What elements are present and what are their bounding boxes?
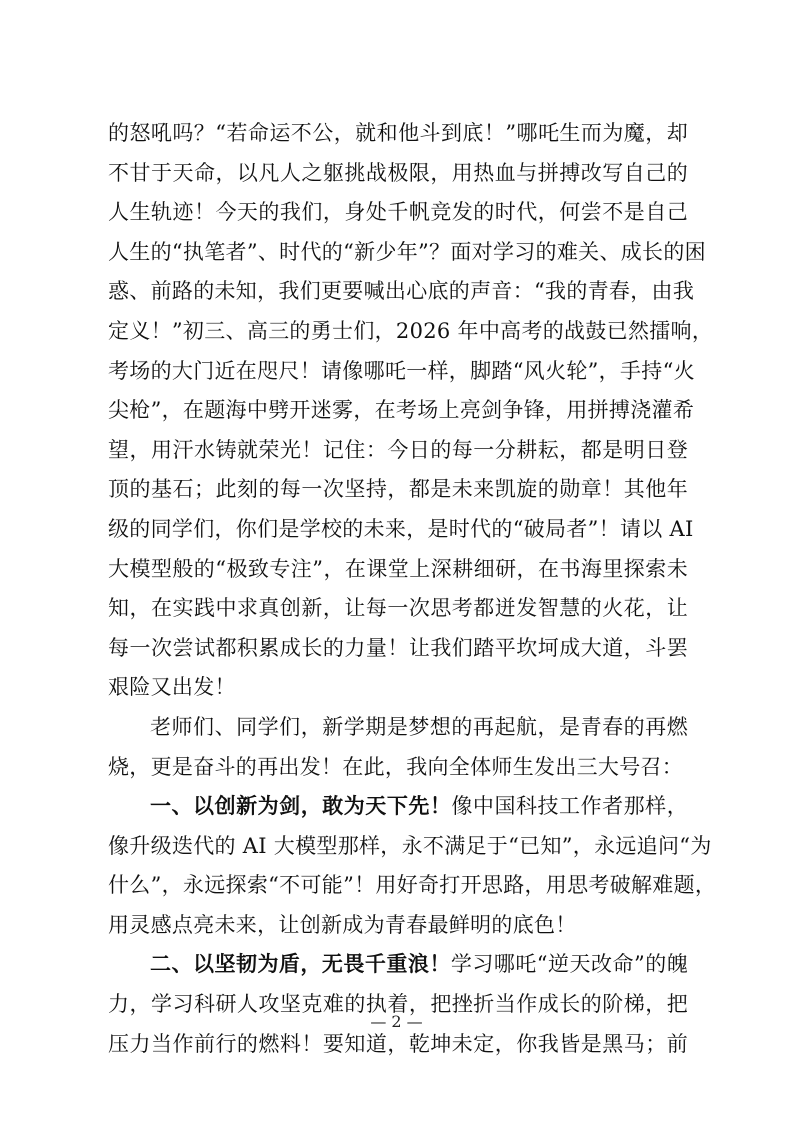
page-number: — 2 —: [370, 1012, 423, 1031]
text-line: 的怒吼吗？“若命运不公，就和他斗到底！”哪吒生而为魔，却: [108, 121, 688, 145]
text-line: 像升级迭代的 AI 大模型那样，永不满足于“已知”，永远追问“为: [108, 833, 712, 858]
call-text: 学习哪吒“逆天改命”的魄: [450, 952, 688, 977]
text-line: 老师们、同学们，新学期是梦想的再起航，是青春的再燃: [150, 714, 688, 739]
text-line: 定义！”初三、高三的勇士们，2026 年中高考的战鼓已然擂响，: [108, 318, 714, 343]
text-line: 人生的“执笔者”、时代的“新少年”？面对学习的难关、成长的困: [108, 239, 706, 264]
text-line: 什么”，永远探索“不可能”！用好奇打开思路，用思考破解难题，: [108, 873, 717, 898]
call-to-action-1: [108, 787, 688, 827]
text-line: 烧，更是奋斗的再出发！在此，我向全体师生发出三大号召：: [108, 754, 684, 779]
call-heading: 一、以创新为剑，敢为天下先！: [150, 794, 452, 819]
text-line: 艰险又出发！: [108, 675, 236, 700]
text-line: 每一次尝试都积累成长的力量！让我们踏平坎坷成大道，斗罢: [108, 635, 688, 660]
text-line: 顶的基石；此刻的每一次坚持，都是未来凯旋的勋章！其他年: [108, 477, 688, 502]
text-line: 惑、前路的未知，我们更要喊出心底的声音：“我的青春，由我: [108, 279, 695, 304]
text-line: 用灵感点亮未来，让创新成为青春最鲜明的底色！: [108, 912, 577, 937]
text-line: 考场的大门近在咫尺！请像哪吒一样，脚踏“风火轮”，手持“火: [108, 358, 695, 383]
text-line: 望，用汗水铸就荣光！记住：今日的每一分耕耘，都是明日登: [108, 437, 688, 462]
text-line: 人生轨迹！今天的我们，身处千帆竞发的时代，何尝不是自己: [108, 200, 688, 225]
text-line: 压力当作前行的燃料！要知道，乾坤未定，你我皆是黑马；前: [108, 1031, 688, 1056]
text-line: 大模型般的“极致专注”，在课堂上深耕细研，在书海里探索未: [108, 556, 688, 581]
text-line: 知，在实践中求真创新，让每一次思考都迸发智慧的火花，让: [108, 596, 688, 621]
text-line: 尖枪”，在题海中劈开迷雾，在考场上亮剑争锋，用拼搏浇灌希: [108, 398, 695, 423]
body-text: [108, 114, 717, 1064]
text-line: 级的同学们，你们是学校的未来，是时代的“破局者”！请以 AI: [108, 516, 694, 541]
text-line: 力，学习科研人攻坚克难的执着，把挫折当作成长的阶梯，把: [108, 992, 688, 1017]
call-heading: 二、以坚韧为盾，无畏千重浪！: [150, 952, 451, 977]
call-text: 像中国科技工作者那样，: [451, 794, 688, 819]
text-line: 不甘于天命，以凡人之躯挑战极限，用热血与拼搏改写自己的: [108, 160, 688, 185]
call-to-action-2: [108, 945, 688, 985]
